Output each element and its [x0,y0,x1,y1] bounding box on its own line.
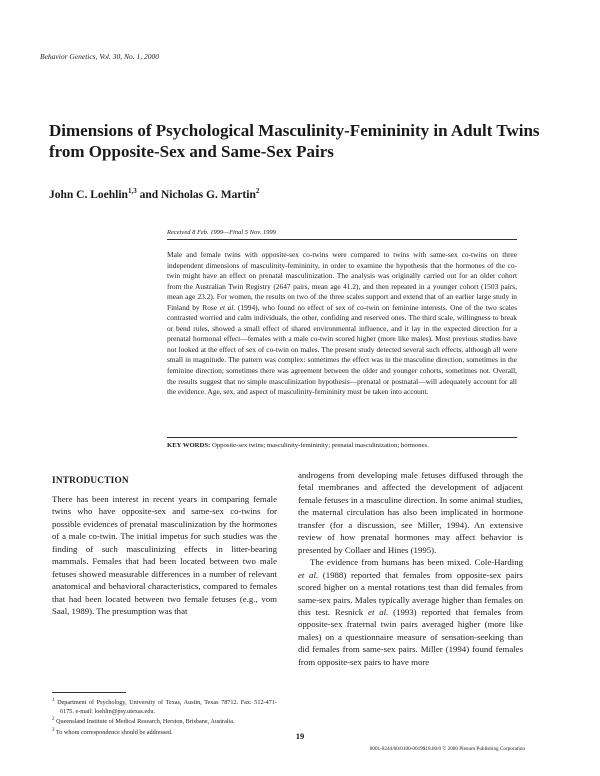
footnote-text: To whom correspondence should be addressed. [54,729,173,737]
footnote-rule [52,692,126,693]
article-title: Dimensions of Psychological Masculinity-Femininity in Adult Twins from Opposite-Sex and Same-Sex Pairs [49,121,540,161]
copyright-line: 0001-8244/00/0100-0019$18.00/0 © 2000 Plenum Publishing Corporation [369,746,525,752]
author-line [49,187,259,201]
author-2: Nicholas G. Martin [160,188,256,201]
para2-text-c: (1993) reported that females from opposite-sex fraternal twin pairs averaged higher (more like males) on a questionnaire measure of sensation-seeking than did females from same-sex pairs. Miller (1994) found females from opposite-sex pairs to have more [298,606,523,667]
footnote-3 [52,727,277,738]
author-connector: and [136,188,161,201]
para2-text-a: The evidence from humans has been mixed. Cole-Harding [310,557,523,568]
keywords [167,437,517,450]
abstract-text-2: (1994), who found no effect of sex of co-twin on feminine interests. One of the two scales contrasted worried and calm individuals, the other, confiding and reserved ones. The third scale, willingness to break or bend rules, showed a small effect of shared environmental influence, and it lay in the expected direction for a prenatal hormonal effect—females with a male co-twin scored higher (more like males). Most previous studies have not looked at the effect of sex of co-twin on males. The present study detected several such effects, although all were small in magnitude. The pattern was complex: sometimes the effect was in the masculine direction, sometimes in the feminine direction; sometimes there was agreement between the older and younger cohorts, sometimes not. Overall, the results suggest that no simple masculinization hypothesis—prenatal or postnatal—will adequately account for all the evidence. Age, sex, and aspect of masculinity-femininity must be taken into account. [167,302,517,397]
footnote-text: Department of Psychology, University of Texas, Austin, Texas 78712. Fax: 512-471-6175. e-mail: loehlin@psy.utexas.edu. [54,699,277,715]
abstract-et-al: et al. [219,302,236,312]
abstract-text-1: Male and female twins with opposite-sex co-twins were compared to twins with same-sex co-twins on three independent dimensions of masculinity-femininity, in order to examine the hypothesis that the hormones of the co-twin might have an effect on prenatal masculinization. The analysis was originally carried out for an older cohort from the Australian Twin Registry (2647 pairs, mean age 41.2), and then repeated in a younger cohort (1503 pairs, mean age 23.2). For women, the results on two of the three scales support and extend that of an earlier large study in Finland by Rose [167,250,517,312]
intro-right-column [298,469,523,668]
footnote-mark: 2 [52,717,55,723]
para2-et-al-1: et al. [298,569,319,580]
footnotes [52,697,277,738]
received-dates: Received 8 Feb. 1999—Final 5 Nov. 1999 [167,229,517,240]
footnote-text: Queensland Institute of Medical Research, Herston, Brisbane, Australia. [54,718,235,726]
footnote-mark: 1 [52,698,55,703]
para2-text-b: (1988) reported that females from opposite-sex pairs scored higher on a mental rotations test than did females from same-sex pairs. Males typically average higher than females on this test. Resnick [298,569,523,617]
introduction-heading: INTRODUCTION [52,476,129,486]
footnote-2 [52,716,277,727]
footnote-mark: 3 [52,728,55,734]
author-1-affiliation: 1,3 [127,187,137,195]
page-number: 19 [295,731,305,741]
journal-info: Behavior Genetics, Vol. 30, No. 1, 2000 [40,52,159,61]
intro-left-column: There has been interest in recent years in comparing female twins who have opposite-sex and same-sex co-twins for possible evidences of prenatal masculinization by the hormones of a male co-twin. The initial impetus for such studies was the finding of such masculinizing effects in litter-bearing mammals. Females that had been located between two male fetuses showed measurable differences in a number of relevant anatomical and behavioral characteristics, compared to females that had been located between two female fetuses (e.g., vom Saal, 1989). The presumption was that [52,494,277,617]
keywords-label: KEY WORDS: [167,442,211,449]
keywords-text: Opposite-sex twins; masculinity-femininity; prenatal masculinization; hormones. [210,442,429,449]
footnote-1 [52,697,277,716]
author-2-affiliation: 2 [255,187,260,195]
intro-right-paragraph-1: androgens from developing male fetuses diffused through the fetal membranes and affected the development of adjacent female fetuses in a masculine direction. In some animal studies, the maternal circulation has also been implicated in hormone transfer (for a discussion, see Miller, 1994). An extensive review of how prenatal hormones may affect behavior is presented by Collaer and Hines (1995). [298,470,523,555]
para2-et-al-2: et al. [368,606,389,617]
intro-right-paragraph-2 [298,556,523,668]
author-1: John C. Loehlin [49,188,128,201]
abstract [167,250,517,398]
